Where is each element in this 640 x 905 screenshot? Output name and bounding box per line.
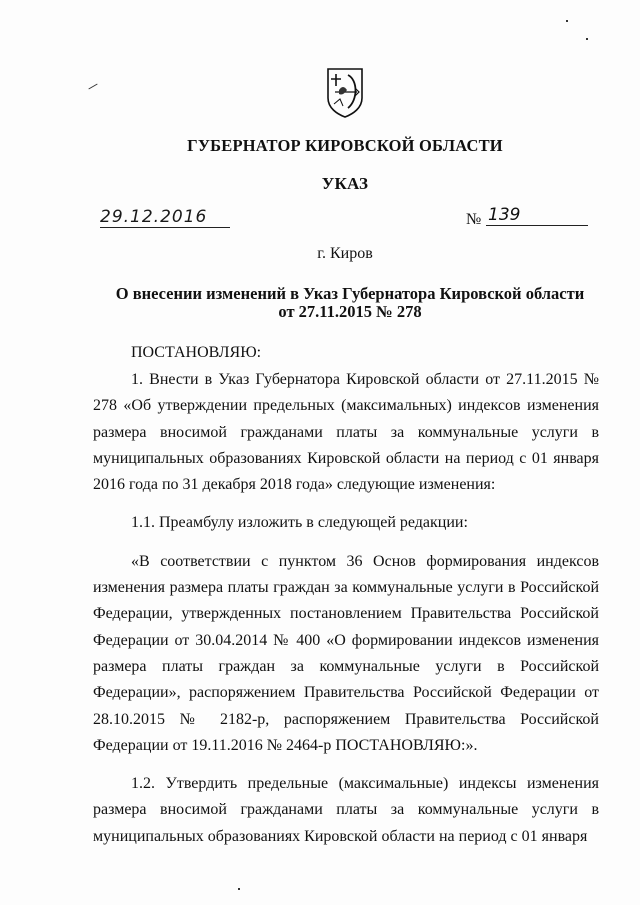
paragraph-preamble-quote: «В соответствии с пунктом 36 Основ формирования индексов изменения размера платы граждан за коммунальные услуги в Российской Федерации, утвержденных постановлением Правительства Российской Федерации от 30.04.2014 № 400 «О формировании индексов изменения размера платы граждан за коммунальные услуги в Российской Федерации», распоряжением Правительства Российской Федерации от 28.10.2015 № 2182-р, распоряжением Правительства Российской Федерации от 19.11.2016 № 2464-р ПОСТАНОВЛЯЮ:». (93, 552, 599, 754)
scan-mark (88, 84, 97, 90)
document-body (93, 367, 599, 850)
paragraph-1: 1. Внести в Указ Губернатора Кировской области от 27.11.2015 № 278 «Об утверждении предельных (максимальных) индексов изменения размера вносимой гражданами платы за коммунальные услуги в муниципальных образованиях Кировской области на период с 01 января 2016 года по 31 декабря 2018 года» следующие изменения: (93, 371, 599, 494)
city-label: г. Киров (317, 245, 373, 262)
subject-line-2: от 27.11.2015 № 278 (278, 302, 422, 321)
scan-mark (586, 38, 588, 40)
scan-mark (238, 888, 240, 890)
decree-word: ПОСТАНОВЛЯЮ: (131, 344, 262, 361)
coat-of-arms-icon (325, 66, 365, 118)
paragraph-1-1: 1.1. Преамбулу изложить в следующей редакции: (131, 514, 468, 532)
document-type: УКАЗ (321, 174, 369, 193)
document-subject (100, 285, 600, 321)
document-date: 29.12.2016 (100, 207, 230, 228)
scan-mark (566, 20, 568, 22)
authority-title: ГУБЕРНАТОР КИРОВСКОЙ ОБЛАСТИ (187, 136, 503, 155)
number-label: № (466, 211, 482, 228)
document-number: 139 (486, 205, 588, 226)
subject-line-1: О внесении изменений в Указ Губернатора Кировской области (115, 284, 585, 303)
paragraph-1-2: 1.2. Утвердить предельные (максимальные) индексы изменения размера вносимой гражданами платы за коммунальные услуги в муниципальных образованиях Кировской области на период с 01 января (93, 775, 599, 845)
